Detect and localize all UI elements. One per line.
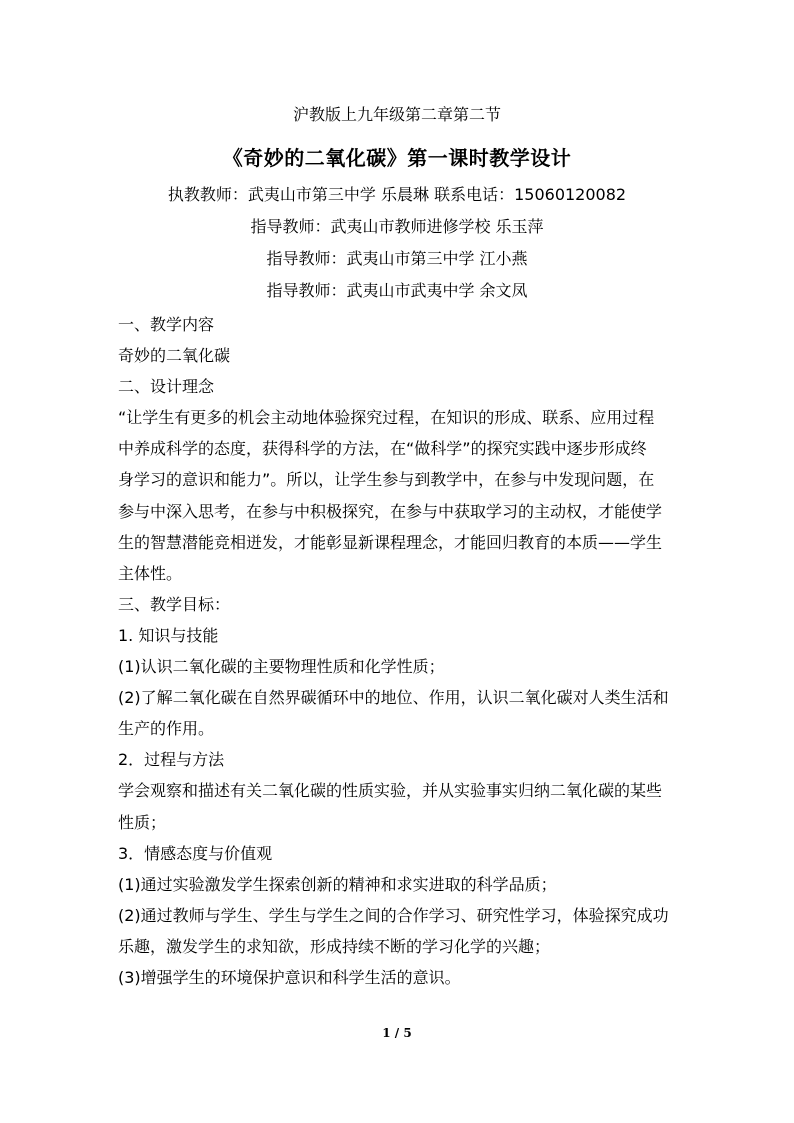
goal2-heading: 2．过程与方法	[118, 750, 225, 770]
section-heading-goals: 三、教学目标：	[118, 594, 231, 614]
document-body	[118, 309, 678, 993]
concept-line: 参与中深入思考，在参与中积极探究，在参与中获取学习的主动权，才能使学	[118, 501, 663, 521]
goal3-item-3: (3)增强学生的环境保护意识和科学生活的意识。	[118, 967, 461, 987]
goal3-item-2: (2)通过教师与学生、学生与学生之间的合作学习、研究性学习，体验探究成功	[118, 905, 669, 925]
content-text: 奇妙的二氧化碳	[118, 346, 231, 366]
concept-line: “让学生有更多的机会主动地体验探究过程，在知识的形成、联系、应用过程	[118, 408, 655, 428]
page-number: 1 / 5	[382, 1026, 412, 1040]
teacher-advisor-2: 指导教师：武夷山市第三中学 江小燕	[266, 249, 528, 268]
section-heading-content: 一、教学内容	[118, 315, 215, 334]
section-heading-concept: 二、设计理念	[118, 377, 215, 397]
goal1-heading: 1. 知识与技能	[118, 625, 219, 645]
goal3-item-2-cont: 乐趣，激发学生的求知欲，形成持续不断的学习化学的兴趣；	[118, 936, 551, 956]
goal1-item-1: (1)认识二氧化碳的主要物理性质和化学性质；	[118, 657, 445, 677]
teacher-advisor-1: 指导教师：武夷山市教师进修学校 乐玉萍	[250, 217, 544, 236]
goal3-heading: 3．情感态度与价值观	[118, 843, 273, 863]
concept-line: 主体性。	[118, 563, 183, 583]
concept-line: 生的智慧潜能竞相迸发，才能彰显新课程理念，才能回归教育的本质——学生	[118, 532, 663, 552]
goal2-text: 学会观察和描述有关二氧化碳的性质实验，并从实验事实归纳二氧化碳的某些	[118, 781, 663, 801]
goal1-item-2: (2)了解二氧化碳在自然界碳循环中的地位、作用，认识二氧化碳对人类生活和	[118, 688, 669, 708]
goal2-text-cont: 性质；	[118, 812, 167, 832]
concept-line: 身学习的意识和能力”。所以，让学生参与到教学中，在参与中发现问题，在	[118, 470, 655, 490]
teacher-main: 执教教师：武夷山市第三中学 乐晨琳 联系电话：15060120082	[167, 185, 627, 204]
document-title: 《奇妙的二氧化碳》第一课时教学设计	[222, 146, 572, 170]
goal3-item-1: (1)通过实验激发学生探索创新的精神和求实进取的科学品质；	[118, 874, 557, 894]
concept-line: 中养成科学的态度，获得科学的方法，在“做科学”的探究实践中逐步形成终	[118, 439, 647, 459]
teacher-advisor-3: 指导教师：武夷山市武夷中学 余文凤	[266, 281, 528, 300]
document-subtitle: 沪教版上九年级第二章第二节	[292, 105, 501, 124]
goal1-item-2-cont: 生产的作用。	[118, 719, 215, 739]
